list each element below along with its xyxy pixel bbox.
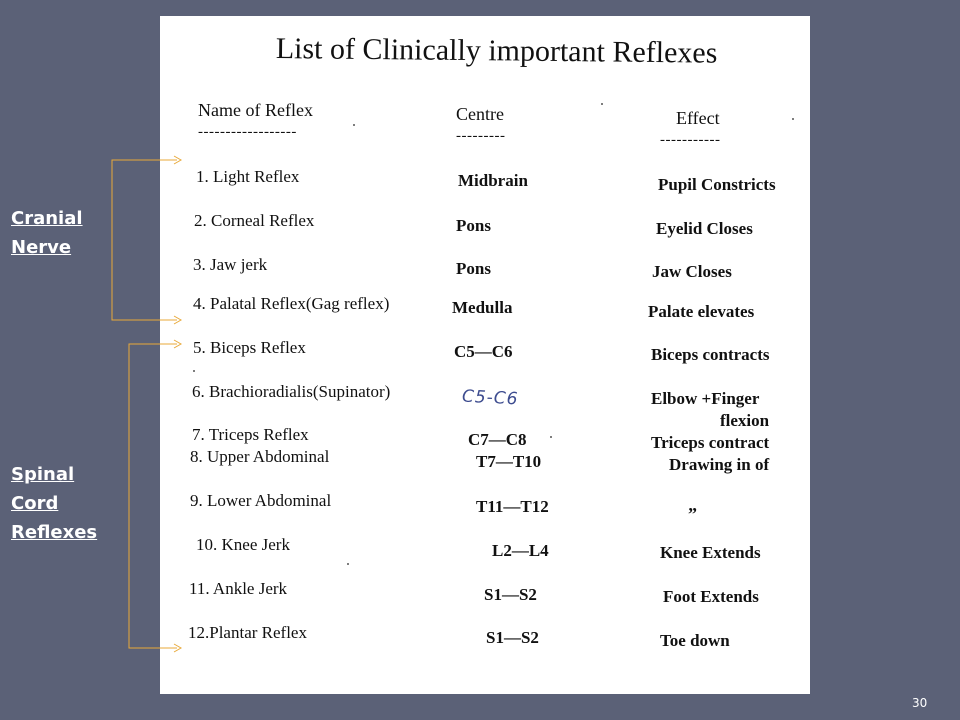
reflex-name: 6. Brachioradialis(Supinator) xyxy=(192,382,391,401)
cranial-nerve-label xyxy=(11,204,83,262)
document-title: List of Clinically important Reflexes xyxy=(275,32,718,70)
reflex-effect: Pupil Constricts xyxy=(658,175,776,194)
reflex-effect: Foot Extends xyxy=(663,587,759,606)
spinal-label-line: Reflexes xyxy=(11,522,98,543)
reflex-effect: Elbow +Finger xyxy=(651,389,760,408)
column-header-effect: Effect xyxy=(676,108,720,128)
reflex-effect-continuation: flexion xyxy=(720,411,770,430)
spinal-bracket xyxy=(129,344,177,648)
reflex-centre: Midbrain xyxy=(458,171,528,190)
reflex-name: 8. Upper Abdominal xyxy=(190,447,330,466)
reflex-centre: C7—C8 xyxy=(468,430,527,449)
cranial-bracket xyxy=(112,160,177,320)
reflex-centre: Medulla xyxy=(452,298,513,317)
reflex-name: 7. Triceps Reflex xyxy=(192,425,309,444)
reflex-effect: Eyelid Closes xyxy=(656,219,753,238)
handwritten-centre-note: C5-C6 xyxy=(461,386,520,410)
column-underline-centre: --------- xyxy=(456,128,506,144)
reflex-centre: T7—T10 xyxy=(476,452,542,471)
reflex-effect: Knee Extends xyxy=(660,543,761,562)
reflex-name: 11. Ankle Jerk xyxy=(189,579,288,598)
column-underline-effect: ----------- xyxy=(660,132,721,148)
cranial-label-line: Nerve xyxy=(11,237,72,258)
reflex-centre: S1—S2 xyxy=(484,585,537,604)
column-header-name: Name of Reflex xyxy=(198,100,313,120)
spinal-label-line: Spinal xyxy=(11,464,75,485)
spinal-label-line: Cord xyxy=(11,493,59,514)
reflex-name: 4. Palatal Reflex(Gag reflex) xyxy=(193,294,390,313)
column-header-centre: Centre xyxy=(456,104,504,124)
reflex-name: 12.Plantar Reflex xyxy=(188,623,307,642)
reflex-centre: S1—S2 xyxy=(486,628,539,647)
reflex-centre: Pons xyxy=(456,216,491,235)
reflex-effect: Biceps contracts xyxy=(651,345,770,364)
reflex-name: 1. Light Reflex xyxy=(196,167,300,186)
reflex-name: 5. Biceps Reflex xyxy=(193,338,306,357)
column-underline-name: ------------------ xyxy=(198,124,297,140)
reflex-effect: Triceps contract xyxy=(651,433,770,452)
reflex-name: 9. Lower Abdominal xyxy=(190,491,332,510)
slide-number: 30 xyxy=(912,696,928,710)
reflex-name: 10. Knee Jerk xyxy=(196,535,290,554)
reflex-centre: L2—L4 xyxy=(492,541,549,560)
reflex-name: 2. Corneal Reflex xyxy=(194,211,315,230)
reflex-centre: Pons xyxy=(456,259,491,278)
reflex-effect: Drawing in of xyxy=(669,455,770,474)
reflex-centre: C5—C6 xyxy=(454,342,513,361)
cranial-label-line: Cranial xyxy=(11,208,83,229)
reflex-effect: Toe down xyxy=(660,631,730,650)
reflex-name: 3. Jaw jerk xyxy=(193,255,268,274)
reflex-effect: Palate elevates xyxy=(648,302,755,321)
reflex-centre: T11—T12 xyxy=(476,497,549,516)
reflex-effect: Jaw Closes xyxy=(652,262,732,281)
spinal-cord-reflexes-label xyxy=(11,460,97,547)
ditto-mark: ” xyxy=(688,504,697,524)
